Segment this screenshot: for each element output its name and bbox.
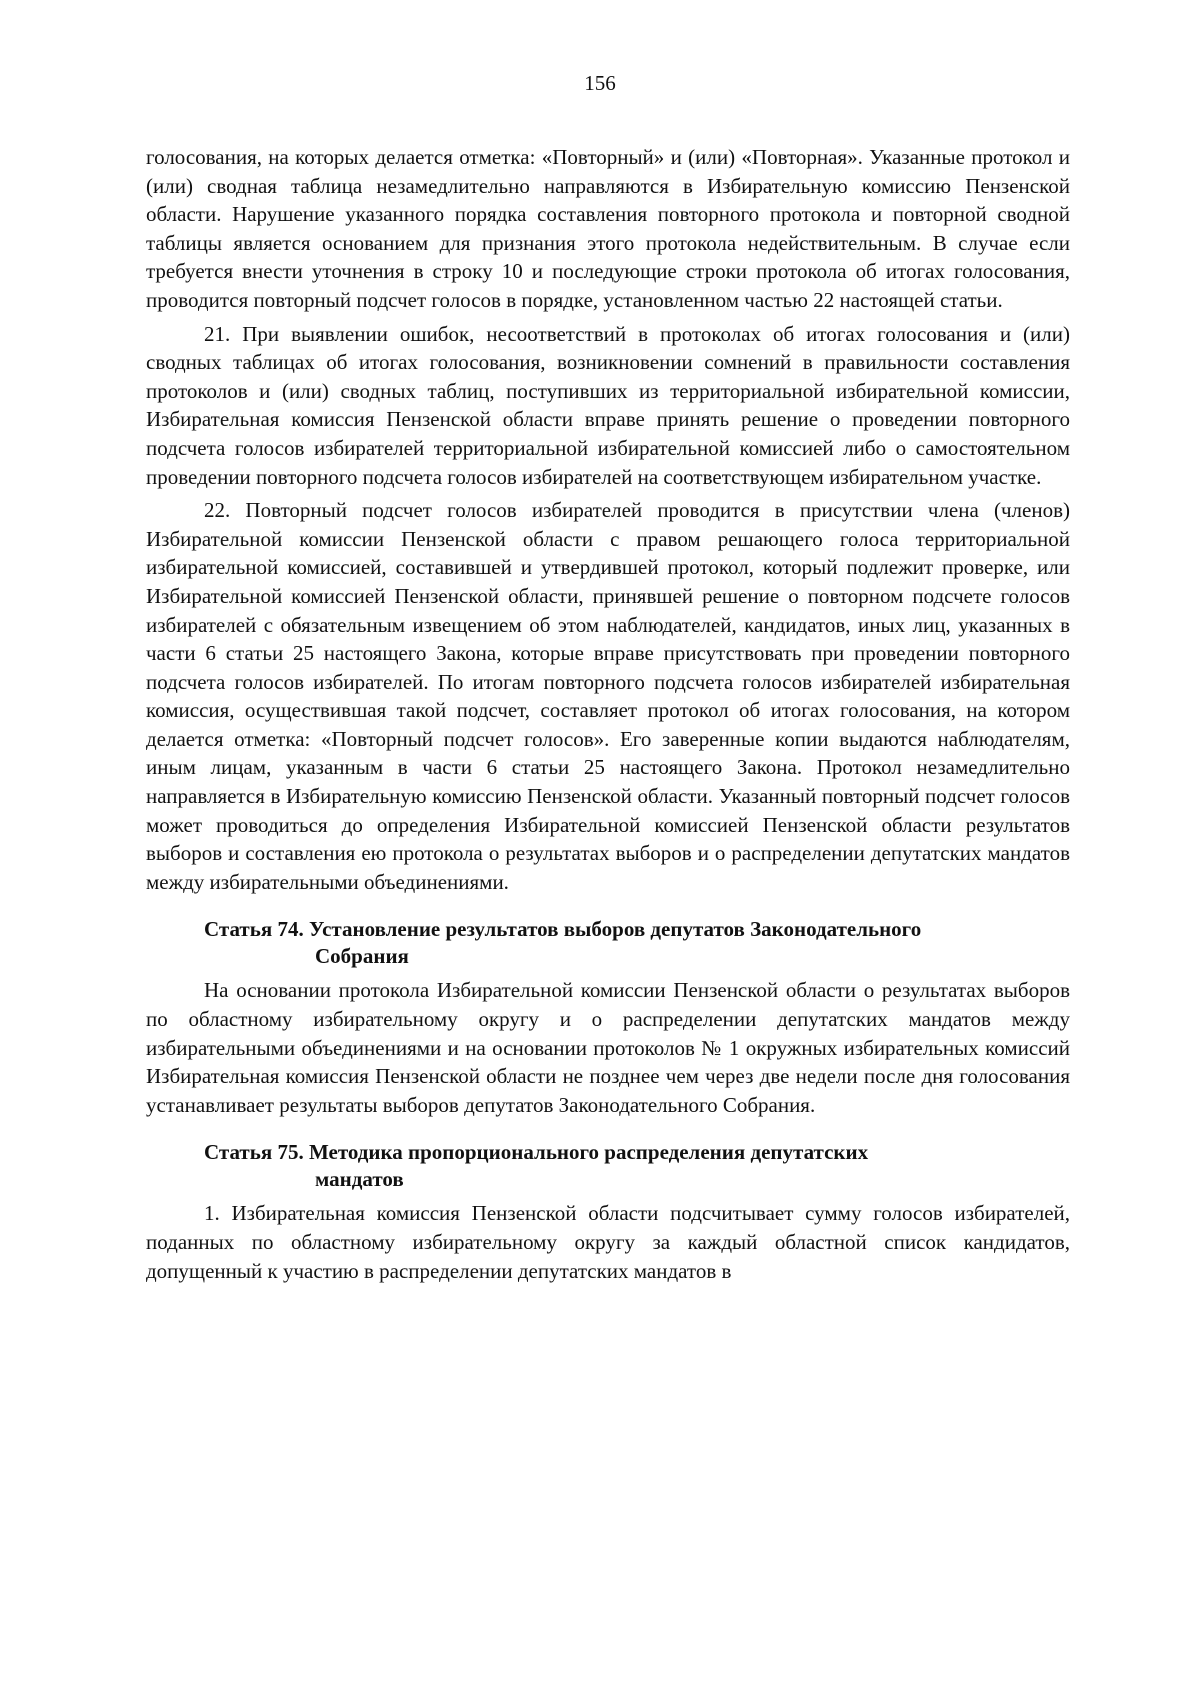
article-74-heading-line1: Статья 74. Установление результатов выборов депутатов Законодательного: [204, 917, 922, 942]
document-body: [146, 143, 1070, 1285]
article-75-heading-line2: мандатов: [315, 1167, 404, 1192]
article-74-heading: [146, 916, 1070, 970]
paragraph-continuation: голосования, на которых делается отметка: «Повторный» и (или) «Повторная». Указанные протокол и (или) сводная таблица незамедлительно направляются в Избирательную комиссию Пензенской области. Нарушение указанного порядка составления повторного протокола и повторной сводной таблицы является основанием для признания этого протокола недействительным. В случае если требуется внести уточнения в строку 10 и последующие строки протокола об итогах голосования, проводится повторный подсчет голосов в порядке, установленном частью 22 настоящей статьи.: [146, 145, 1070, 312]
paragraph-22: 22. Повторный подсчет голосов избирателей проводится в присутствии члена (членов) Избирательной комиссии Пензенской области с правом решающего голоса территориальной избирательной комиссией, составившей и утвердившей протокол, который подлежит проверке, или Избирательной комиссией Пензенской области, принявшей решение о повторном подсчете голосов избирателей с обязательным извещением об этом наблюдателей, кандидатов, иных лиц, указанных в части 6 статьи 25 настоящего Закона, которые вправе присутствовать при проведении повторного подсчета голосов избирателей. По итогам повторного подсчета голосов избирателей избирательная комиссия, осуществившая такой подсчет, составляет протокол об итогах голосования, на котором делается отметка: «Повторный подсчет голосов». Его заверенные копии выдаются наблюдателям, иным лицам, указанным в части 6 статьи 25 настоящего Закона. Протокол незамедлительно направляется в Избирательную комиссию Пензенской области. Указанный повторный подсчет голосов может проводиться до определения Избирательной комиссией Пензенской области результатов выборов и составления ею протокола о результатах выборов и о распределении депутатских мандатов между избирательными объединениями.: [146, 498, 1070, 894]
page-number: 156: [584, 71, 616, 95]
article-75-heading: [146, 1139, 1070, 1193]
article-75-heading-line1: Статья 75. Методика пропорционального распределения депутатских: [204, 1140, 869, 1165]
article-74-heading-line2: Собрания: [315, 944, 409, 969]
article-74-text: На основании протокола Избирательной комиссии Пензенской области о результатах выборов по областному избирательному округу и о распределении депутатских мандатов между избирательными объединениями и на основании протоколов № 1 окружных избирательных комиссий Избирательная комиссия Пензенской области не позднее чем через две недели после дня голосования устанавливает результаты выборов депутатов Законодательного Собрания.: [146, 978, 1070, 1117]
article-75-text: 1. Избирательная комиссия Пензенской области подсчитывает сумму голосов избирателей, поданных по областному избирательному округу за каждый областной список кандидатов, допущенный к участию в распределении депутатских мандатов в: [146, 1201, 1070, 1283]
paragraph-21: 21. При выявлении ошибок, несоответствий в протоколах об итогах голосования и (или) сводных таблицах об итогах голосования, возникновении сомнений в правильности составления протоколов и (или) сводных таблиц, поступивших из территориальной избирательной комиссии, Избирательная комиссия Пензенской области вправе принять решение о проведении повторного подсчета голосов избирателей территориальной избирательной комиссией либо о самостоятельном проведении повторного подсчета голосов избирателей на соответствующем избирательном участке.: [146, 321, 1070, 489]
